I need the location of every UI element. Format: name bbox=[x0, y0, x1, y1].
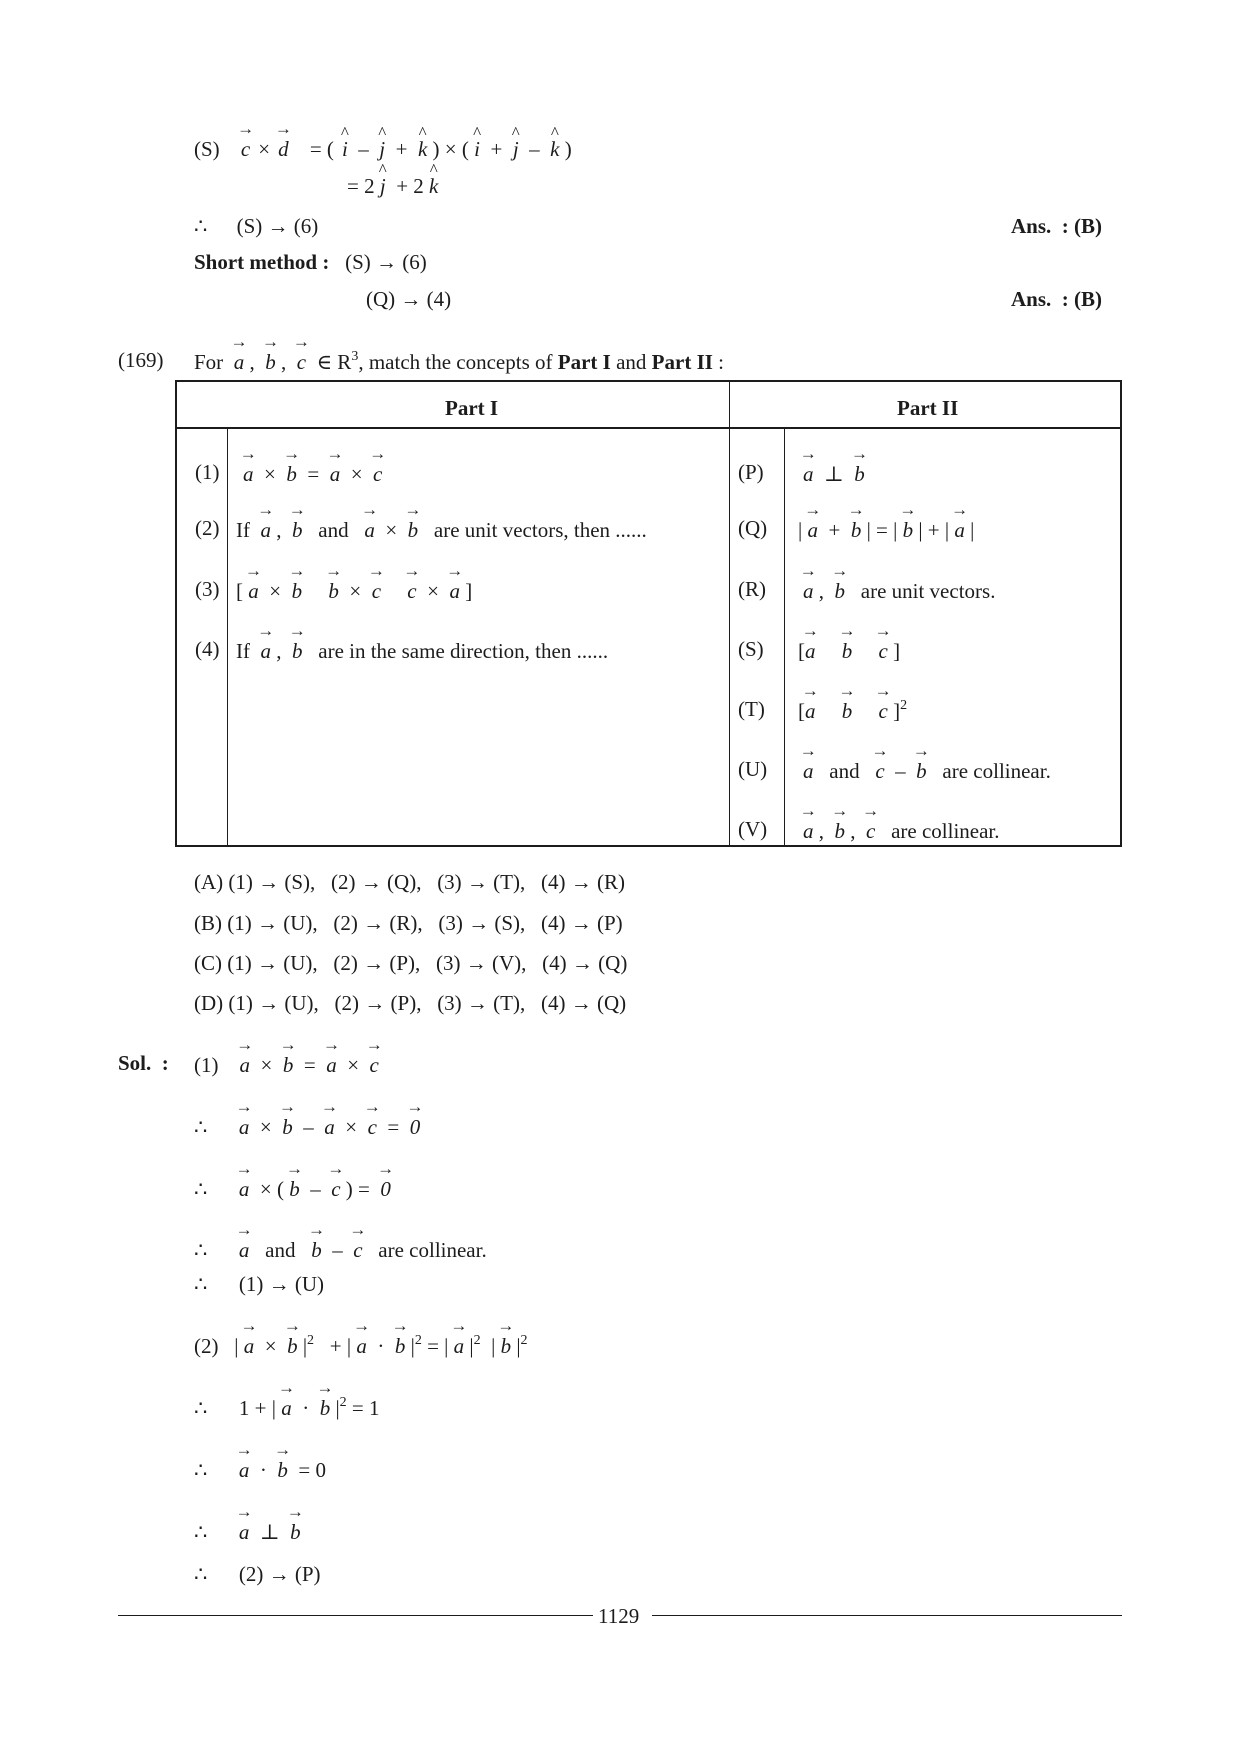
s-cross-product-line: (S) → c ×→ d = (^ i – ^ j + ^ k ) × ( ^ i + ^ j – ^ k ) bbox=[194, 137, 572, 160]
s-conclusion: ∴ (S) → (6) bbox=[194, 214, 319, 238]
sol-step-1b: ∴ → a × → b – → a × → c = → 0 bbox=[194, 1115, 420, 1138]
short-method-line: Short method : (S) → (6) bbox=[194, 250, 427, 274]
option-d: (D) (1) → (U), (2) → (P), (3) → (T), (4) → (Q) bbox=[194, 991, 627, 1015]
part2-item-v: → a , → b , → c are collinear. bbox=[803, 819, 1000, 842]
sol-step-1d: ∴ → a and → b – → c are collinear. bbox=[194, 1238, 487, 1261]
option-c: (C) (1) → (U), (2) → (P), (3) → (V), (4) → (Q) bbox=[194, 951, 628, 975]
part2-item-q: | → a + → b | = | → b | + | → a | bbox=[798, 518, 974, 541]
sol-step-1: (1) → a × → b = → a × → c bbox=[194, 1053, 379, 1076]
question-text: For → a , → b , → c ∈ $R^3$, match the concepts of Part I and Part II : bbox=[194, 350, 724, 373]
part2-item-t: [→ a → b → c ]$^2$ bbox=[798, 699, 907, 722]
left-label-2: (2) bbox=[195, 516, 220, 540]
sol-step-2b: ∴ 1 + | → a · → b $|^2 = 1$ bbox=[194, 1396, 380, 1419]
right-label-r: (R) bbox=[738, 577, 766, 601]
sol-step-2c: ∴ → a · → b = 0 bbox=[194, 1458, 326, 1481]
right-label-divider bbox=[784, 427, 785, 845]
right-label-u: (U) bbox=[738, 757, 768, 781]
header-divider bbox=[177, 427, 1120, 429]
right-label-q: (Q) bbox=[738, 516, 768, 540]
footer-rule-left bbox=[118, 1615, 593, 1616]
part1-item-1: → a × → b = → a × → c bbox=[243, 462, 382, 485]
option-a: (A) (1) → (S), (2) → (Q), (3) → (T), (4) → (R) bbox=[194, 870, 625, 894]
part1-item-3: [ → a × → b → b × → c → c × → a ] bbox=[236, 579, 472, 602]
part2-item-p: → a ⊥ → b bbox=[803, 462, 865, 485]
sol-result-1: ∴ (1) → (U) bbox=[194, 1272, 325, 1296]
right-label-v: (V) bbox=[738, 817, 768, 841]
left-label-4: (4) bbox=[195, 637, 220, 661]
right-label-t: (T) bbox=[738, 697, 765, 721]
question-number: (169) bbox=[118, 348, 164, 372]
right-label-p: (P) bbox=[738, 460, 764, 484]
part2-item-u: → a and → c – → b are collinear. bbox=[803, 759, 1051, 782]
page-number: 1129 bbox=[598, 1604, 640, 1628]
left-label-divider bbox=[227, 427, 228, 845]
header-part-2: Part II bbox=[897, 396, 959, 420]
part2-item-r: → a , → b are unit vectors. bbox=[803, 579, 995, 602]
s-cross-product-result: = 2 ^ j + 2 ^ k bbox=[347, 176, 438, 197]
sol-step-1c: ∴ → a × ( → b – → c ) = → 0 bbox=[194, 1177, 391, 1200]
sol-step-2d: ∴ → a ⊥ → b bbox=[194, 1520, 301, 1543]
answer-1: Ans. : (B) bbox=[1011, 214, 1103, 238]
s-label: (S) bbox=[194, 137, 220, 161]
sol-result-2: ∴ (2) → (P) bbox=[194, 1562, 321, 1586]
sol-step-2: (2) | → a × → b $|^2$ + | → a · → b $|^2$ = | → a $|^2$ | → b $|^2$ bbox=[194, 1334, 528, 1357]
part2-item-s: [→ a → b → c ] bbox=[798, 639, 900, 662]
part1-item-2: If → a , → b and → a × → b are unit vectors, then ...... bbox=[236, 518, 647, 541]
right-label-s: (S) bbox=[738, 637, 764, 661]
footer-rule-right bbox=[652, 1615, 1122, 1616]
solution-label: Sol. : bbox=[118, 1051, 169, 1075]
option-b: (B) (1) → (U), (2) → (R), (3) → (S), (4) → (P) bbox=[194, 911, 623, 935]
left-label-3: (3) bbox=[195, 577, 220, 601]
header-part-1: Part I bbox=[445, 396, 499, 420]
part-divider bbox=[729, 382, 730, 845]
answer-2: Ans. : (B) bbox=[1011, 287, 1103, 311]
part1-item-4: If → a , → b are in the same direction, then ...... bbox=[236, 639, 608, 662]
short-method-line-2: (Q) → (4) bbox=[366, 287, 452, 311]
left-label-1: (1) bbox=[195, 460, 220, 484]
